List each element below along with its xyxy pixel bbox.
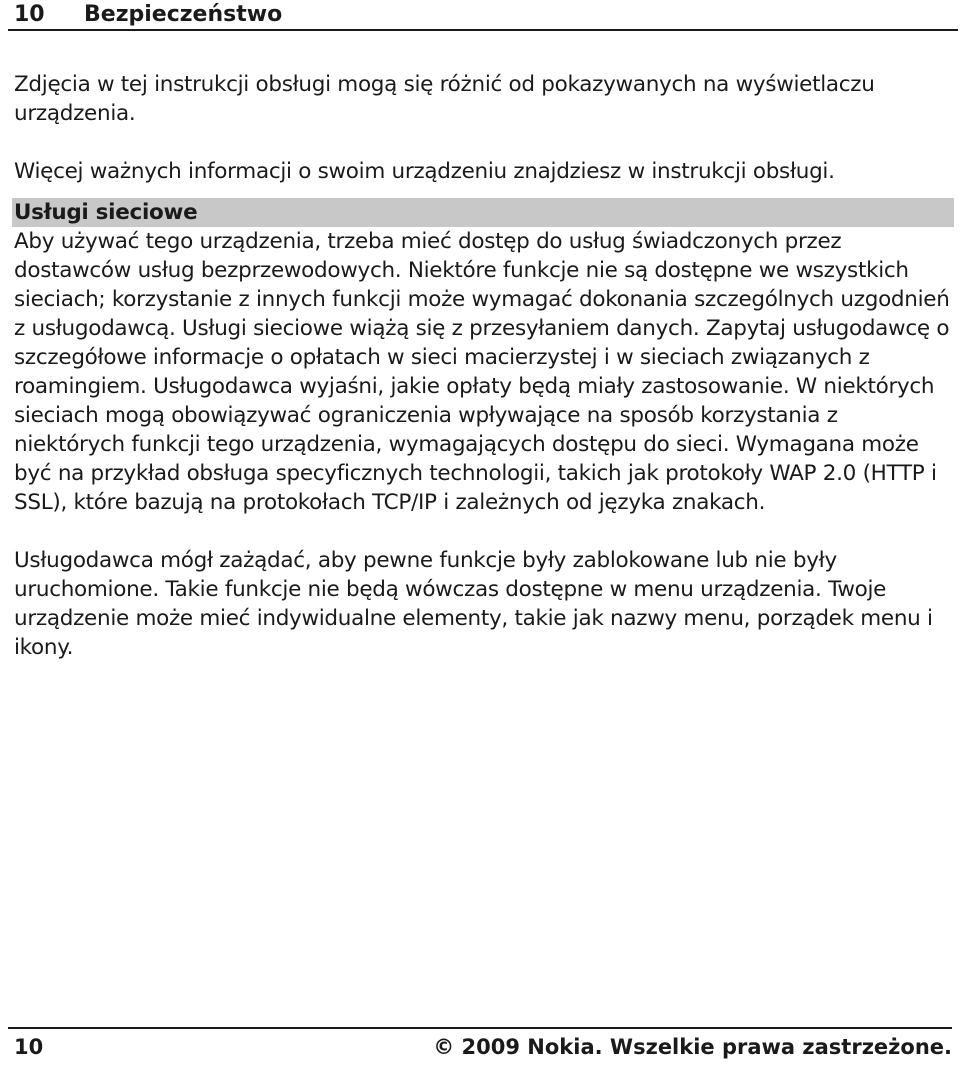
footer-copyright: © 2009 Nokia. Wszelkie prawa zastrzeżone.	[433, 1035, 952, 1059]
section-paragraph-2: Usługodawca mógł zażądać, aby pewne funkcje były zablokowane lub nie były uruchomione. Takie funkcje nie będą wówczas dostępne w menu urządzenia. Twoje urządzenie może mieć indywidualne elementy, takie jak nazwy menu, porządek menu i ikony.	[14, 548, 933, 660]
intro-paragraph-1: Zdjęcia w tej instrukcji obsługi mogą się różnić od pokazywanych na wyświetlaczu urządzenia.	[14, 72, 875, 126]
section-heading: Usługi sieciowe	[12, 198, 954, 227]
header-page-number: 10	[14, 2, 45, 27]
page-header	[8, 0, 958, 31]
footer-page-number: 10	[14, 1035, 44, 1059]
page-footer	[8, 1027, 952, 1065]
section-paragraph-1: Aby używać tego urządzenia, trzeba mieć dostęp do usług świadczonych przez dostawców usług bezprzewodowych. Niektóre funkcje nie są dostępne we wszystkich sieciach; korzystanie z innych funkcji może wymagać dokonania szczególnych uzgodnień z usługodawcą. Usługi sieciowe wiążą się z przesyłaniem danych. Zapytaj usługodawcę o szczegółowe informacje o opłatach w sieci macierzystej i w sieciach związanych z roamingiem. Usługodawca wyjaśni, jakie opłaty będą miały zastosowanie. W niektórych sieciach mogą obowiązywać ograniczenia wpływające na sposób korzystania z niektórych funkcji tego urządzenia, wymagających dostępu do sieci. Wymagana może być na przykład obsługa specyficznych technologii, takich jak protokoły WAP 2.0 (HTTP i SSL), które bazują na protokołach TCP/IP i zależnych od języka znakach.	[14, 229, 950, 515]
header-title: Bezpieczeństwo	[84, 2, 283, 27]
document-body	[14, 70, 954, 662]
intro-paragraph-2: Więcej ważnych informacji o swoim urządzeniu znajdziesz w instrukcji obsługi.	[14, 159, 835, 184]
